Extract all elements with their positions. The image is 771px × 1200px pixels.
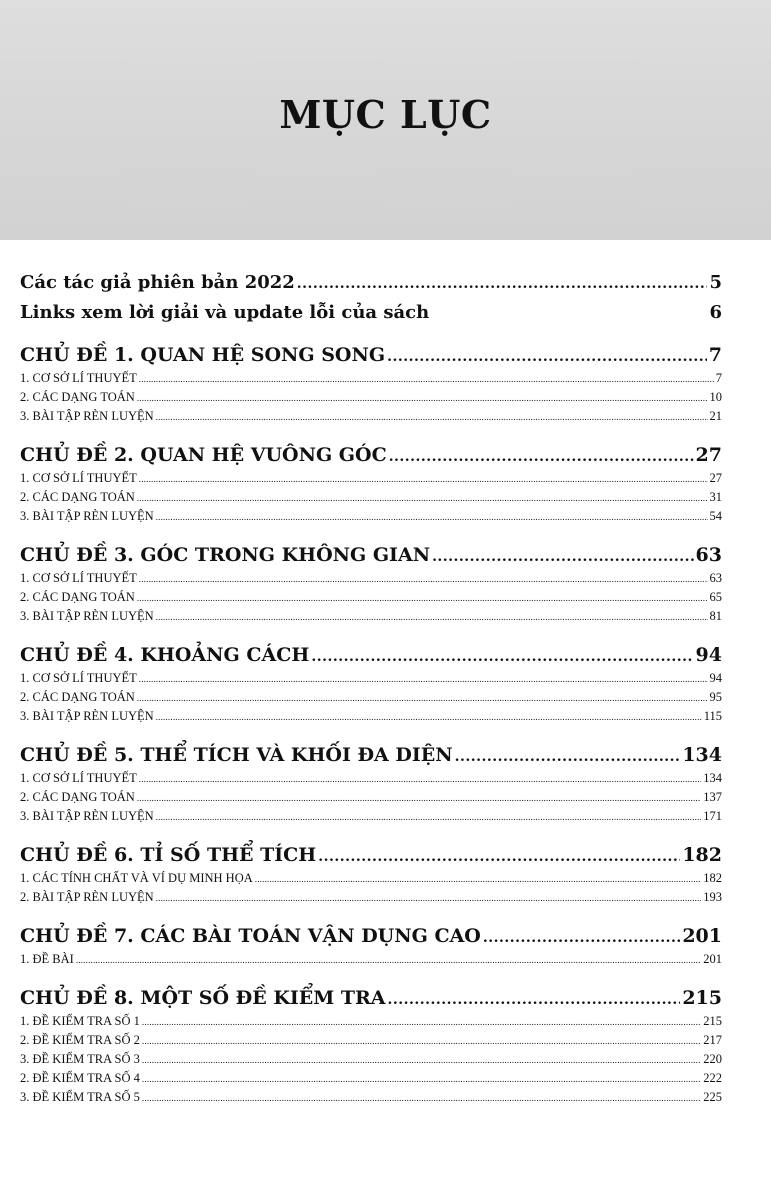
toc-subentry-label: 1. CƠ SỞ LÍ THUYẾT (20, 371, 137, 385)
toc-subentry[interactable] (20, 869, 722, 888)
toc-chapter-5[interactable] (20, 742, 722, 769)
dot-leader (142, 1013, 701, 1032)
toc-subentry[interactable] (20, 469, 722, 488)
toc-subentry-label: 3. BÀI TẬP RÈN LUYỆN (20, 609, 154, 623)
dot-leader (455, 744, 681, 771)
toc-subentry[interactable] (20, 1012, 722, 1031)
toc-chapter-page: 27 (695, 444, 722, 466)
toc-chapter-label: CHỦ ĐỀ 5. THỂ TÍCH VÀ KHỐI ĐA DIỆN (20, 744, 453, 766)
dot-leader (388, 987, 681, 1014)
toc-chapter-label: CHỦ ĐỀ 3. GÓC TRONG KHÔNG GIAN (20, 544, 431, 566)
dot-leader (318, 844, 680, 871)
toc-subentry-page: 225 (703, 1090, 722, 1104)
toc-chapter-6[interactable] (20, 842, 722, 869)
toc-subentry[interactable] (20, 788, 722, 807)
toc-subentry[interactable] (20, 807, 722, 826)
toc-subentry[interactable] (20, 488, 722, 507)
toc-subentry[interactable] (20, 388, 722, 407)
toc-subentry-page: 63 (709, 571, 722, 585)
toc-chapter-4[interactable] (20, 642, 722, 669)
toc-subentry[interactable] (20, 669, 722, 688)
toc-entry-page: 5 (709, 272, 722, 293)
toc-subentry[interactable] (20, 950, 722, 969)
toc-subentry[interactable] (20, 407, 722, 426)
dot-leader (76, 951, 701, 970)
toc-chapter-8[interactable] (20, 985, 722, 1012)
toc-subentry-label: 2. CÁC DẠNG TOÁN (20, 490, 135, 504)
toc-subentry[interactable] (20, 707, 722, 726)
toc-subentry-page: 31 (709, 490, 722, 504)
toc-entry-authors[interactable] (20, 268, 722, 298)
toc-subentry-page: 27 (709, 471, 722, 485)
toc-chapter-page: 63 (695, 544, 722, 566)
toc-subentry[interactable] (20, 607, 722, 626)
dot-leader (432, 544, 693, 571)
dot-leader (139, 770, 701, 789)
toc-subentry[interactable] (20, 888, 722, 907)
toc-subentry-label: 2. CÁC DẠNG TOÁN (20, 690, 135, 704)
toc-subentry-page: 10 (709, 390, 722, 404)
toc-subentry-page: 81 (709, 609, 722, 623)
dot-leader (142, 1070, 701, 1089)
dot-leader (142, 1051, 701, 1070)
dot-leader (139, 370, 714, 389)
toc-subentry-page: 222 (703, 1071, 722, 1085)
toc-subentry-label: 3. BÀI TẬP RÈN LUYỆN (20, 409, 154, 423)
dot-leader (156, 408, 708, 427)
toc-subentry-label: 2. ĐỀ KIỂM TRA SỐ 4 (20, 1071, 140, 1085)
toc-subentry-page: 134 (703, 771, 722, 785)
toc-chapter-3[interactable] (20, 542, 722, 569)
toc-chapter-2[interactable] (20, 442, 722, 469)
dot-leader (389, 444, 694, 471)
toc-subentry[interactable] (20, 1069, 722, 1088)
toc-subentry-page: 215 (703, 1014, 722, 1028)
toc-chapter-label: CHỦ ĐỀ 2. QUAN HỆ VUÔNG GÓC (20, 444, 387, 466)
dot-leader (255, 870, 701, 889)
toc-subentry-label: 1. ĐỀ KIỂM TRA SỐ 1 (20, 1014, 140, 1028)
toc-subentry-label: 3. ĐỀ KIỂM TRA SỐ 3 (20, 1052, 140, 1066)
toc-entry-label: Links xem lời giải và update lỗi của sách (20, 302, 430, 323)
dot-leader (156, 808, 702, 827)
toc-entry-links[interactable] (20, 298, 722, 328)
toc-subentry-label: 1. CÁC TÍNH CHẤT VÀ VÍ DỤ MINH HỌA (20, 871, 253, 885)
toc-subentry-page: 115 (703, 709, 722, 723)
toc-subentry-page: 171 (703, 809, 722, 823)
toc-subentry-page: 65 (709, 590, 722, 604)
toc-subentry-label: 2. BÀI TẬP RÈN LUYỆN (20, 890, 154, 904)
dot-leader (142, 1089, 701, 1108)
dot-leader (139, 670, 708, 689)
toc-subentry-page: 54 (709, 509, 722, 523)
toc-subentry[interactable] (20, 369, 722, 388)
toc-subentry-label: 3. ĐỀ KIỂM TRA SỐ 5 (20, 1090, 140, 1104)
toc-subentry-page: 217 (703, 1033, 722, 1047)
toc-subentry-page: 201 (703, 952, 722, 966)
toc-chapter-label: CHỦ ĐỀ 7. CÁC BÀI TOÁN VẬN DỤNG CAO (20, 925, 481, 947)
toc-subentry-label: 2. CÁC DẠNG TOÁN (20, 590, 135, 604)
toc-subentry-label: 3. BÀI TẬP RÈN LUYỆN (20, 709, 154, 723)
dot-leader (139, 470, 708, 489)
toc-chapter-7[interactable] (20, 923, 722, 950)
toc-subentry[interactable] (20, 1031, 722, 1050)
toc-subentry-page: 21 (709, 409, 722, 423)
toc-subentry-page: 95 (709, 690, 722, 704)
toc-subentry-label: 3. BÀI TẬP RÈN LUYỆN (20, 809, 154, 823)
dot-leader (137, 789, 701, 808)
toc-subentry[interactable] (20, 769, 722, 788)
toc-chapter-label: CHỦ ĐỀ 1. QUAN HỆ SONG SONG (20, 344, 386, 366)
toc-subentry-label: 2. CÁC DẠNG TOÁN (20, 390, 135, 404)
toc-chapter-page: 182 (682, 844, 722, 866)
toc-subentry[interactable] (20, 569, 722, 588)
dot-leader (297, 269, 708, 299)
toc-subentry[interactable] (20, 688, 722, 707)
toc-subentry-label: 1. CƠ SỞ LÍ THUYẾT (20, 571, 137, 585)
toc-subentry-page: 193 (703, 890, 722, 904)
toc-subentry-label: 1. CƠ SỞ LÍ THUYẾT (20, 771, 137, 785)
toc-chapter-page: 215 (682, 987, 722, 1009)
toc-chapter-label: CHỦ ĐỀ 8. MỘT SỐ ĐỀ KIỂM TRA (20, 987, 386, 1009)
dot-leader (156, 889, 702, 908)
dot-leader (387, 344, 707, 371)
toc-subentry-page: 94 (709, 671, 722, 685)
dot-leader (139, 570, 708, 589)
toc-entry-label: Các tác giả phiên bản 2022 (20, 272, 295, 293)
dot-leader (137, 689, 708, 708)
dot-leader (483, 925, 680, 952)
toc-chapter-page: 7 (708, 344, 722, 366)
toc-subentry-label: 2. CÁC DẠNG TOÁN (20, 790, 135, 804)
toc-subentry-label: 2. ĐỀ KIỂM TRA SỐ 2 (20, 1033, 140, 1047)
dot-leader (142, 1032, 701, 1051)
toc-subentry-page: 182 (703, 871, 722, 885)
toc-subentry[interactable] (20, 588, 722, 607)
toc-subentry[interactable] (20, 507, 722, 526)
dot-leader (156, 708, 702, 727)
toc-chapter-page: 201 (682, 925, 722, 947)
toc-chapter-1[interactable] (20, 342, 722, 369)
toc-subentry-label: 1. ĐỀ BÀI (20, 952, 74, 966)
toc-subentry[interactable] (20, 1050, 722, 1069)
toc-subentry-page: 137 (703, 790, 722, 804)
toc-chapter-page: 94 (695, 644, 722, 666)
dot-leader (156, 508, 708, 527)
toc-subentry[interactable] (20, 1088, 722, 1107)
toc-subentry-label: 1. CƠ SỞ LÍ THUYẾT (20, 471, 137, 485)
toc-subentry-label: 1. CƠ SỞ LÍ THUYẾT (20, 671, 137, 685)
dot-leader (311, 644, 693, 671)
dot-leader (137, 489, 708, 508)
dot-leader (137, 389, 708, 408)
toc-chapter-label: CHỦ ĐỀ 4. KHOẢNG CÁCH (20, 644, 310, 666)
toc-subentry-label: 3. BÀI TẬP RÈN LUYỆN (20, 509, 154, 523)
dot-leader (156, 608, 708, 627)
page-title: MỤC LỤC (279, 92, 492, 137)
table-of-contents (20, 268, 722, 1107)
toc-subentry-page: 7 (715, 371, 722, 385)
toc-subentry-page: 220 (703, 1052, 722, 1066)
toc-chapter-label: CHỦ ĐỀ 6. TỈ SỐ THỂ TÍCH (20, 844, 317, 866)
dot-leader (137, 589, 708, 608)
toc-chapter-page: 134 (682, 744, 722, 766)
toc-entry-page: 6 (709, 302, 722, 323)
